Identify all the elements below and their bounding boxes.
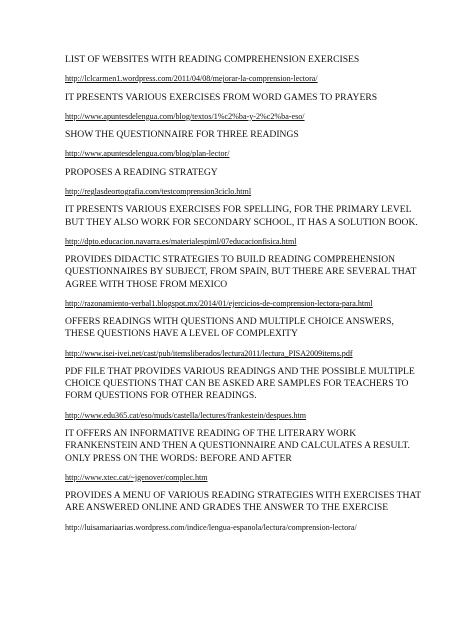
entry-4-link[interactable]: http://reglasdeortografia.com/testcomprension3ciclo.html <box>65 187 252 197</box>
entry-9-description: PROVIDES A MENU OF VARIOUS READING STRATEGIES WITH EXERCISES THAT ARE ANSWERED ONLINE AND GRADES THE ANSWER TO THE EXERCISE <box>65 490 421 514</box>
entry-3-link[interactable]: http://www.apuntesdelengua.com/blog/plan-lector/ <box>65 149 230 159</box>
entry-2-link[interactable]: http://www.apuntesdelengua.com/blog/textos/1%c2%ba-y-2%c2%ba-eso/ <box>65 111 305 121</box>
entry-3-description: PROPOSES A READING STRATEGY <box>65 166 218 178</box>
entry-7-description: PDF FILE THAT PROVIDES VARIOUS READINGS AND THE POSSIBLE MULTIPLE CHOICE QUESTIONS THAT CAN BE ASKED ARE SAMPLES FOR TEACHERS TO FORM QUESTIONS FOR OTHER READINGS. <box>65 366 415 402</box>
entry-1-link[interactable]: http://lclcarmen1.wordpress.com/2011/04/08/mejorar-la-comprension-lectora/ <box>65 74 318 84</box>
final-link[interactable]: http://luisamariaarias.wordpress.com/indice/lengua-espanola/lectura/comprension-lectora/ <box>65 522 357 532</box>
entry-5-link[interactable]: http://dpto.educacion.navarra.es/materialespiml/07educacionfisica.html <box>65 236 297 246</box>
entry-6-description: OFFERS READINGS WITH QUESTIONS AND MULTIPLE CHOICE ANSWERS, THESE QUESTIONS HAVE A LEVEL OF COMPLEXITY <box>65 316 394 340</box>
entry-6-link[interactable]: http://razonamiento-verbal1.blogspot.mx/2014/01/ejercicios-de-comprension-lectora-para.html <box>65 298 373 308</box>
entry-5-description: PROVIDES DIDACTIC STRATEGIES TO BUILD READING COMPREHENSION QUESTIONNAIRES BY SUBJECT, FROM SPAIN, BUT THERE ARE SEVERAL THAT AGREE WITH THOSE FROM MEXICO <box>65 254 417 290</box>
entry-2-description: SHOW THE QUESTIONNAIRE FOR THREE READINGS <box>65 129 299 141</box>
entry-8-description: IT OFFERS AN INFORMATIVE READING OF THE LITERARY WORK FRANKENSTEIN AND THEN A QUESTIONNAIRE AND CALCULATES A RESULT. ONLY PRESS ON THE WORDS: BEFORE AND AFTER <box>65 428 410 464</box>
document-page <box>65 54 425 540</box>
entry-4-description: IT PRESENTS VARIOUS EXERCISES FOR SPELLING, FOR THE PRIMARY LEVEL BUT THEY ALSO WORK FOR SECONDARY SCHOOL, IT HAS A SOLUTION BOOK. <box>65 204 418 228</box>
entry-9-link[interactable]: http://www.xtec.cat/~jgenover/complec.htm <box>65 472 208 482</box>
entry-7-link[interactable]: http://www.isei-ivei.net/cast/pub/itemsliberados/lectura2011/lectura_PISA2009items.pdf <box>65 348 353 358</box>
entry-8-link[interactable]: http://www.edu365.cat/eso/muds/castella/lectures/frankestein/despues.htm <box>65 410 307 420</box>
document-title: LIST OF WEBSITES WITH READING COMPREHENSION EXERCISES <box>65 54 360 65</box>
entry-1-description: IT PRESENTS VARIOUS EXERCISES FROM WORD GAMES TO PRAYERS <box>65 91 378 103</box>
